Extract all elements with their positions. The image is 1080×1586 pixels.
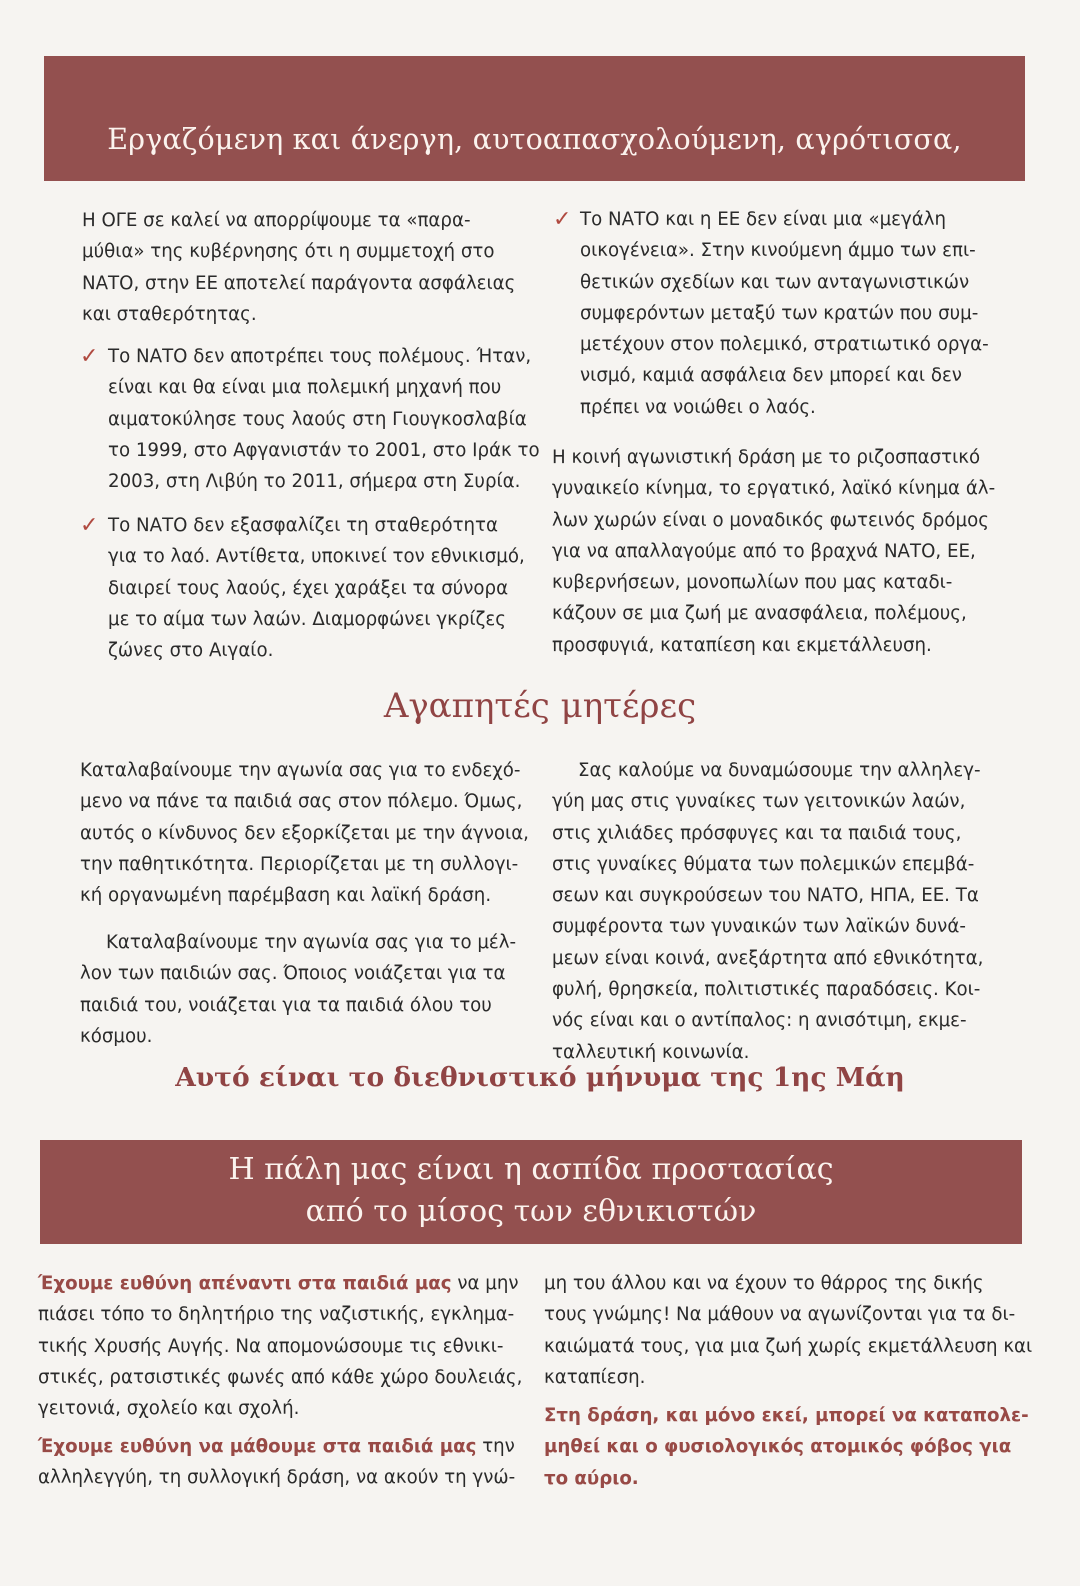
bottom-banner	[40, 1140, 1022, 1244]
text-line: αιματοκύλησε τους λαούς στη Γιουγκοσλαβία	[108, 408, 527, 430]
text-line: 2003, στη Λιβύη το 2011, σήμερα στη Συρία.	[108, 471, 521, 493]
text-line: τικής Χρυσής Αυγής. Να απομονώσουμε τις εθνικι-	[38, 1335, 504, 1357]
emphasis-text: Έχουμε ευθύνη απέναντι στα παιδιά μας	[38, 1273, 452, 1294]
text-line: Το ΝΑΤΟ δεν αποτρέπει τους πολέμους. Ήταν,	[108, 346, 532, 367]
text-line: κάζουν σε μια ζωή με ανασφάλεια, πολέμους,	[552, 603, 967, 625]
mothers-heading: Αγαπητές μητέρες	[383, 686, 697, 726]
text-line: τους γνώμης! Να μάθουν να αγωνίζονται για τα δι-	[544, 1304, 1016, 1326]
text-line: πρέπει να νοιώθει ο λαός.	[580, 396, 816, 418]
text-line: στις γυναίκες θύματα των πολεμικών επεμβά-	[552, 853, 975, 875]
text-line: μενο να πάνε τα παιδιά σας στον πόλεμο. Όμως,	[80, 791, 523, 813]
text-line: προσφυγιά, καταπίεση και εκμετάλλευση.	[552, 634, 932, 656]
text-line: Καταλαβαίνουμε την αγωνία σας για το ενδεχό-	[80, 760, 521, 781]
responsibility-paragraph-2	[38, 1431, 528, 1494]
text-line: λον των παιδιών σας. Όποιος νοιάζεται για τα	[80, 963, 506, 985]
text-line	[38, 1431, 528, 1462]
mothers-right-paragraph	[552, 755, 1002, 1068]
responsibility-continuation	[544, 1268, 1034, 1393]
text-line: φυλή, θρησκεία, πολιτιστικές παραδόσεις. Κοι-	[552, 979, 981, 1001]
mothers-left-paragraph-1	[80, 755, 530, 911]
text-line: ΝΑΤΟ, στην ΕΕ αποτελεί παράγοντα ασφάλειας	[82, 272, 516, 294]
checkmark-icon: ✓	[553, 207, 572, 232]
text-line: το 1999, στο Αφγανιστάν το 2001, στο Ιράκ το	[108, 439, 540, 461]
text-line: στικές, ρατσιστικές φωνές από κάθε χώρο δουλειάς,	[38, 1366, 523, 1388]
text-line: για το λαό. Αντίθετα, υποκινεί τον εθνικισμό,	[108, 546, 525, 568]
text-line: κόσμου.	[80, 1025, 153, 1047]
text-line: θετικών σχεδίων και των ανταγωνιστικών	[580, 271, 970, 293]
top-banner-title: Εργαζόμενη και άνεργη, αυτοαπασχολούμενη, αγρότισσα,	[107, 123, 962, 156]
text-line: και σταθερότητας.	[82, 303, 257, 325]
top-banner	[44, 56, 1025, 181]
text-line: μύθια» της κυβέρνησης ότι η συμμετοχή στο	[82, 241, 495, 263]
text-line: ταλλευτική κοινωνία.	[552, 1041, 750, 1063]
text-span: να μην	[451, 1273, 519, 1294]
checkmark-icon: ✓	[80, 513, 99, 538]
text-line: παιδιά του, νοιάζεται για τα παιδιά όλου του	[80, 994, 492, 1016]
emphasis-text: Έχουμε ευθύνη να μάθουμε στα παιδιά μας	[38, 1436, 477, 1457]
responsibility-paragraph-1	[38, 1268, 528, 1424]
text-line: γυναικείο κίνημα, το εργατικό, λαϊκό κίνημα άλ-	[552, 478, 996, 500]
text-line: μη του άλλου και να έχουν το θάρρος της δικής	[544, 1273, 984, 1294]
text-line: Σας καλούμε να δυναμώσουμε την αλληλεγ-	[578, 760, 981, 781]
text-line: κή οργανωμένη παρέμβαση και λαϊκή δράση.	[80, 885, 492, 907]
text-line: ζώνες στο Αιγαίο.	[108, 640, 274, 662]
text-line: στις χιλιάδες πρόσφυγες και τα παιδιά τους,	[552, 822, 962, 844]
nato-point-family	[580, 204, 1000, 423]
text-line: μηθεί και ο φυσιολογικός ατομικός φόβος για	[544, 1436, 1012, 1458]
text-line: νισμό, καμιά ασφάλεια δεν μπορεί και δεν	[580, 365, 962, 387]
text-line: διαιρεί τους λαούς, έχει χαράξει τα σύνορα	[108, 577, 509, 599]
text-line: είναι και θα είναι μια πολεμική μηχανή που	[108, 377, 502, 399]
text-line: Το ΝΑΤΟ και η ΕΕ δεν είναι μια «μεγάλη	[580, 209, 947, 230]
text-line: συμφέροντα των γυναικών των λαϊκών δυνά-	[552, 916, 966, 938]
nato-point-wars	[108, 341, 540, 497]
text-line: γύη μας στις γυναίκες των γειτονικών λαών,	[552, 791, 966, 813]
nato-point-stability	[108, 510, 528, 666]
text-line: με το αίμα των λαών. Διαμορφώνει γκρίζες	[108, 608, 506, 630]
text-line: Στη δράση, και μόνο εκεί, μπορεί να καταπολε-	[544, 1405, 1029, 1426]
text-line: Η κοινή αγωνιστική δράση με το ριζοσπαστικό	[552, 447, 981, 468]
intro-paragraph	[82, 205, 522, 330]
may-day-message-heading: Αυτό είναι το διεθνιστικό μήνυμα της 1ης Μάη	[175, 1062, 905, 1093]
text-line: γειτονιά, σχολείο και σχολή.	[38, 1398, 300, 1420]
text-line: Η ΟΓΕ σε καλεί να απορρίψουμε τα «παρα-	[82, 210, 471, 231]
text-line: μετέχουν στον πολεμικό, στρατιωτικό οργα-	[580, 334, 989, 356]
common-action-paragraph	[552, 442, 1002, 661]
text-line: για να απαλλαγούμε από το βραχνά ΝΑΤΟ, ΕΕ,	[552, 540, 976, 562]
text-line: Καταλαβαίνουμε την αγωνία σας για το μέλ-	[106, 932, 517, 953]
text-line: καταπίεση.	[544, 1366, 646, 1388]
text-line: νός είναι και ο αντίπαλος: η ανισότιμη, εκμε-	[552, 1010, 967, 1032]
text-line: καιώματά τους, για μια ζωή χωρίς εκμετάλλευση και	[544, 1335, 1033, 1357]
text-span: την	[476, 1436, 515, 1457]
text-line: αυτός ο κίνδυνος δεν εξορκίζεται με την άγνοια,	[80, 822, 529, 844]
text-line: οικογένεια». Στην κινούμενη άμμο των επι-	[580, 240, 976, 262]
section1-left-column	[82, 205, 522, 330]
text-line: μεων είναι κοινά, ανεξάρτητα από εθνικότητα,	[552, 947, 984, 969]
text-line: Το ΝΑΤΟ δεν εξασφαλίζει τη σταθερότητα	[108, 515, 498, 536]
text-line: κυβερνήσεων, μονοπωλίων που μας καταδι-	[552, 572, 953, 594]
mothers-left-paragraph-2	[80, 927, 530, 1052]
text-line: το αύριο.	[544, 1467, 639, 1489]
text-line: την παθητικότητα. Περιορίζεται με τη συλλογι-	[80, 853, 519, 875]
action-fear-paragraph	[544, 1400, 1034, 1494]
bottom-banner-line-2: από το μίσος των εθνικιστών	[305, 1194, 757, 1229]
text-line: σεων και συγκρούσεων του ΝΑΤΟ, ΗΠΑ, ΕΕ. Τα	[552, 885, 979, 907]
bottom-banner-line-1: Η πάλη μας είναι η ασπίδα προστασίας	[228, 1152, 834, 1187]
text-line: πιάσει τόπο το δηλητήριο της ναζιστικής, εγκλημα-	[38, 1304, 515, 1326]
checkmark-icon: ✓	[80, 344, 99, 369]
text-line: αλληλεγγύη, τη συλλογική δράση, να ακούν τη γνώ-	[38, 1467, 516, 1489]
text-line: λων χωρών είναι ο μοναδικός φωτεινός δρόμος	[552, 509, 989, 531]
text-line	[38, 1268, 528, 1299]
text-line: συμφερόντων μεταξύ των κρατών που συμ-	[580, 302, 979, 324]
